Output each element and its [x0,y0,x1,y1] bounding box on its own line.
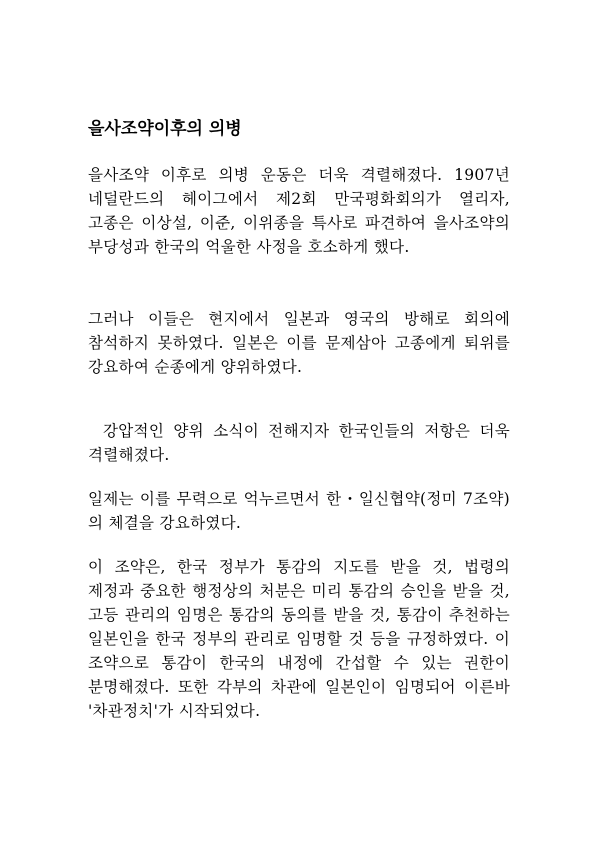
paragraph-4: 일제는 이를 무력으로 억누르면서 한・일신협약(정미 7조약)의 체결을 강요하였다. [88,490,510,532]
paragraph-5: 이 조약은, 한국 정부가 통감의 지도를 받을 것, 법령의 제정과 중요한 행정상의 처분은 미리 통감의 승인을 받을 것, 고등 관리의 임명은 통감의 동의를 받을 것, 통감이 추천하는 일본인을 한국 정부의 관리로 임명할 것 등을 규정하였다. 이 조약으로 통감이 한국의 내정에 간섭할 수 있는 권한이 분명해졌다. 또한 각부의 차관에 일본인이 임명되어 이른바 '차관정치'가 시작되었다. [88,558,510,720]
document-title: 을사조약이후의 의병 [88,119,242,139]
paragraph-3: 강압적인 양위 소식이 전해지자 한국인들의 저항은 더욱 격렬해졌다. [88,422,510,464]
paragraph-2: 그러나 이들은 현지에서 일본과 영국의 방해로 회의에 참석하지 못하였다. 일본은 이를 문제삼아 고종에게 퇴위를 강요하여 순종에게 양위하였다. [88,310,510,376]
paragraph-1: 을사조약 이후로 의병 운동은 더욱 격렬해졌다. 1907년 네덜란드의 헤이그에서 제2회 만국평화회의가 열리자, 고종은 이상설, 이준, 이위종을 특사로 파견하여 을사조약의 부당성과 한국의 억울한 사정을 호소하게 했다. [88,166,510,256]
